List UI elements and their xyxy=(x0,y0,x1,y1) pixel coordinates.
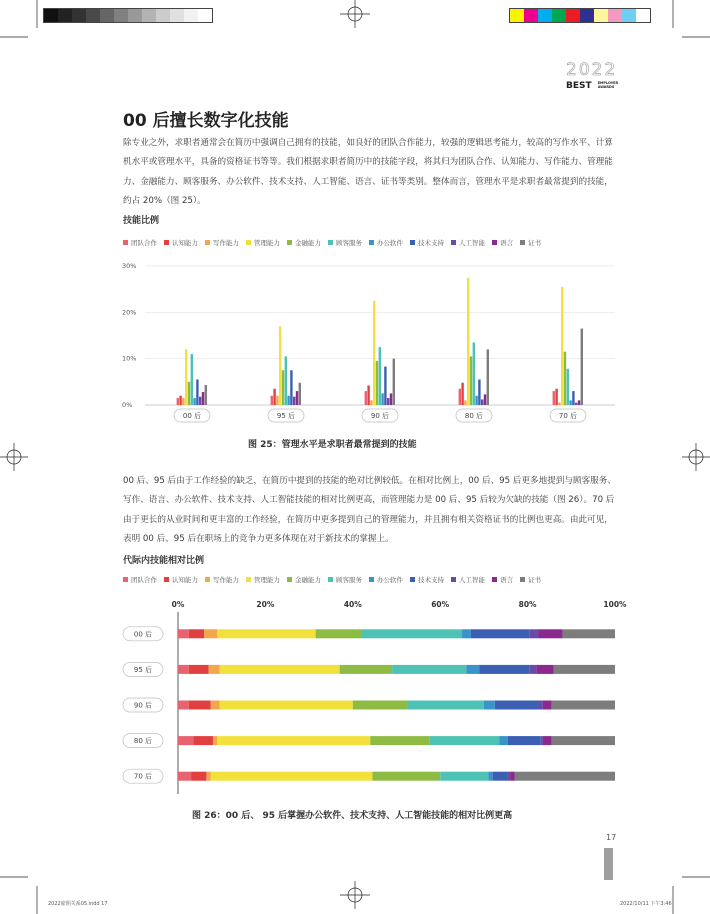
bar-segment xyxy=(178,665,189,674)
bar xyxy=(202,392,204,405)
x-tick-label: 80 后 xyxy=(464,412,484,420)
legend-swatch xyxy=(164,240,169,245)
bar-segment xyxy=(217,629,315,638)
page-title: 00 后擅长数字化技能 xyxy=(123,111,289,131)
legend-swatch xyxy=(205,577,210,582)
bar-segment xyxy=(189,701,211,710)
bar-segment xyxy=(370,736,429,745)
legend-swatch xyxy=(451,577,456,582)
bar-segment xyxy=(536,665,553,674)
legend-item: 证书 xyxy=(520,575,541,584)
legend-item: 证书 xyxy=(520,238,541,247)
bar xyxy=(196,380,198,405)
legend-item: 写作能力 xyxy=(205,238,239,247)
bar xyxy=(467,278,469,405)
bar xyxy=(558,403,560,405)
registration-mark-left xyxy=(7,450,21,464)
chart1-caption: 图 25：管理水平是求职者最常提到的技能 xyxy=(248,440,417,450)
bar xyxy=(188,382,190,405)
bar xyxy=(384,367,386,405)
bar-segment xyxy=(220,701,353,710)
legend-item: 金融能力 xyxy=(287,238,321,247)
legend-item: 人工智能 xyxy=(451,575,485,584)
legend-item: 金融能力 xyxy=(287,575,321,584)
bar xyxy=(367,386,369,405)
legend-item: 语言 xyxy=(492,238,513,247)
x-tick-label: 00 后 xyxy=(182,412,202,420)
y-tick-label: 00 后 xyxy=(133,630,153,639)
bar xyxy=(553,391,555,405)
legend-item: 人工智能 xyxy=(451,238,485,247)
bar-segment xyxy=(510,772,514,781)
bar-segment xyxy=(440,772,488,781)
middle-paragraph: 00 后、95 后由于工作经验的缺乏，在简历中提到的技能的绝对比例较低。在相对比例上，00 后、95 后更多地提到与顾客服务、写作、语言、办公软件、技术支持、人工智能技能的相对比例更高，而管理能力是 00 后、95 后较为欠缺的技能（图 26）。70 后由于更长的从业时间和更丰富的工作经验，在简历中更多提到自己的管理能力，并且拥有相关资格证书的比例也更高。由此可见，表明 00 后、95 后在职场上的竞争力更多体现在对于新技术的掌握上。 xyxy=(123,476,616,544)
bar-segment xyxy=(189,665,209,674)
bar xyxy=(569,400,571,405)
bar-segment xyxy=(493,772,508,781)
bar xyxy=(293,397,295,405)
bar-segment xyxy=(552,701,615,710)
legend-swatch xyxy=(410,577,415,582)
bar-segment xyxy=(407,701,483,710)
bar xyxy=(387,398,389,405)
bar-segment xyxy=(191,772,206,781)
legend-swatch xyxy=(246,240,251,245)
bar xyxy=(470,356,472,405)
x-tick-label: 40% xyxy=(343,600,362,609)
registration-mark-bottom xyxy=(348,888,362,902)
bar xyxy=(564,352,566,405)
legend-swatch xyxy=(410,240,415,245)
legend-swatch xyxy=(520,240,525,245)
bar xyxy=(381,393,383,405)
bar-segment xyxy=(495,701,539,710)
legend-item: 技术支持 xyxy=(410,575,444,584)
bar xyxy=(285,356,287,405)
legend-swatch xyxy=(205,240,210,245)
legend-swatch xyxy=(287,240,292,245)
bar xyxy=(271,396,273,405)
x-tick-label: 0% xyxy=(171,600,185,609)
legend-swatch xyxy=(287,577,292,582)
bar xyxy=(296,391,298,405)
bar xyxy=(182,398,184,405)
legend-swatch xyxy=(123,240,128,245)
footer-date: 2022/10/11 下午3:46 xyxy=(620,901,672,907)
bar-segment xyxy=(539,701,543,710)
bar-segment xyxy=(209,665,220,674)
legend-item: 办公软件 xyxy=(369,238,403,247)
legend-item: 认知能力 xyxy=(164,575,198,584)
bar xyxy=(555,389,557,405)
bar xyxy=(279,326,281,405)
bar-segment xyxy=(316,629,362,638)
x-tick-label: 90 后 xyxy=(370,412,390,420)
y-tick-label: 10% xyxy=(122,354,137,363)
bar-segment xyxy=(543,736,552,745)
bar xyxy=(567,369,569,405)
bar xyxy=(191,354,193,405)
bar-segment xyxy=(552,736,615,745)
y-tick-label: 95 后 xyxy=(133,665,153,674)
bar xyxy=(561,287,563,405)
chart2-svg xyxy=(118,596,638,806)
bar-segment xyxy=(539,629,563,638)
bar-segment xyxy=(189,629,204,638)
bar xyxy=(376,361,378,405)
chart1-svg xyxy=(120,258,620,428)
bar xyxy=(578,400,580,405)
registration-mark-right xyxy=(689,450,703,464)
chart2-heading: 代际内技能相对比例 xyxy=(123,556,205,566)
bar-segment xyxy=(499,736,508,745)
footer-file: 2022雇佣关系05.indd 17 xyxy=(48,901,108,907)
bar xyxy=(290,370,292,405)
bar xyxy=(481,399,483,405)
bar-segment xyxy=(178,629,189,638)
legend-item: 管理能力 xyxy=(246,575,280,584)
bar-segment xyxy=(204,629,217,638)
brand-sub-2: AWARDS xyxy=(597,85,615,89)
brand-logo xyxy=(566,81,618,100)
bar xyxy=(205,385,207,405)
bar-segment xyxy=(178,736,193,745)
x-tick-label: 95 后 xyxy=(276,412,296,420)
bar-segment xyxy=(211,701,220,710)
bar-segment xyxy=(392,665,466,674)
bar-segment xyxy=(508,736,541,745)
bar-segment xyxy=(372,772,440,781)
page-tab xyxy=(604,848,613,880)
bar xyxy=(575,403,577,405)
bar xyxy=(193,398,195,405)
bar xyxy=(484,394,486,405)
bar-segment xyxy=(514,772,615,781)
legend-swatch xyxy=(451,240,456,245)
legend-swatch xyxy=(369,240,374,245)
legend-item: 办公软件 xyxy=(369,575,403,584)
bar xyxy=(282,370,284,405)
bar xyxy=(393,359,395,405)
y-tick-label: 30% xyxy=(122,262,137,270)
bar-segment xyxy=(488,772,492,781)
brand-sub-1: EMPLOYER xyxy=(597,81,619,85)
process-color-bar xyxy=(509,8,651,23)
grayscale-color-bar xyxy=(43,8,213,23)
bar xyxy=(475,396,477,405)
legend-item: 技术支持 xyxy=(410,238,444,247)
bar xyxy=(390,393,392,405)
bar-segment xyxy=(554,665,615,674)
page-number: 17 xyxy=(606,833,617,842)
bar xyxy=(373,301,375,405)
y-tick-label: 70 后 xyxy=(133,772,153,781)
legend-item: 团队合作 xyxy=(123,238,157,247)
chart2-legend xyxy=(123,575,548,584)
legend-item: 语言 xyxy=(492,575,513,584)
bar-segment xyxy=(206,772,210,781)
x-tick-label: 20% xyxy=(256,600,275,609)
chart2-caption: 图 26：00 后、 95 后掌握办公软件、技术支持、人工智能技能的相对比例更高 xyxy=(192,811,513,821)
bar xyxy=(177,398,179,405)
bar-segment xyxy=(213,736,217,745)
bar-segment xyxy=(429,736,499,745)
bar-segment xyxy=(217,736,370,745)
bar-segment xyxy=(484,701,495,710)
legend-swatch xyxy=(164,577,169,582)
bar xyxy=(287,396,289,405)
bar xyxy=(473,342,475,405)
bar-segment xyxy=(220,665,340,674)
legend-item: 顾客服务 xyxy=(328,575,362,584)
legend-swatch xyxy=(369,577,374,582)
bar-segment xyxy=(353,701,408,710)
y-tick-label: 90 后 xyxy=(133,701,153,710)
bar xyxy=(199,397,201,405)
chart1-legend xyxy=(123,238,548,247)
bar-segment xyxy=(563,629,615,638)
x-tick-label: 100% xyxy=(603,600,627,609)
bar xyxy=(273,389,275,405)
x-tick-label: 70 后 xyxy=(558,412,578,420)
bar-segment xyxy=(178,701,189,710)
bar xyxy=(461,383,463,405)
bar xyxy=(299,383,301,405)
bar-segment xyxy=(211,772,373,781)
bar xyxy=(487,349,489,405)
bar xyxy=(370,400,372,405)
brand-word: BEST xyxy=(566,81,592,91)
y-tick-label: 0% xyxy=(122,401,133,409)
bar xyxy=(276,396,278,405)
registration-mark-top xyxy=(348,7,362,21)
y-tick-label: 80 后 xyxy=(133,737,153,746)
bar xyxy=(478,380,480,405)
header-year: 2022 xyxy=(566,60,618,80)
bar xyxy=(581,329,583,405)
intro-paragraph: 除专业之外，求职者通常会在简历中强调自己拥有的技能，如良好的团队合作能力，较强的逻辑思考能力，较高的写作水平、计算机水平或管理水平，具备的资格证书等等。我们根据求职者简历中的技能字段，将其归为团队合作、认知能力、写作能力、管理能力、金融能力、顾客服务、办公软件、技术支持、人工智能、语言、证书等类别。整体而言，管理水平是求职者最常提到的技能，约占 20%（图 25）。 xyxy=(123,138,613,206)
bar xyxy=(179,396,181,405)
bar xyxy=(572,391,574,405)
bar-segment xyxy=(362,629,463,638)
legend-item: 管理能力 xyxy=(246,238,280,247)
bar-segment xyxy=(178,772,191,781)
legend-swatch xyxy=(492,577,497,582)
bar-segment xyxy=(471,629,530,638)
legend-swatch xyxy=(123,577,128,582)
legend-item: 团队合作 xyxy=(123,575,157,584)
bar-segment xyxy=(340,665,392,674)
bar xyxy=(464,400,466,405)
chart1-heading: 技能比例 xyxy=(123,216,160,226)
legend-swatch xyxy=(520,577,525,582)
bar xyxy=(379,347,381,405)
bar-segment xyxy=(193,736,213,745)
legend-swatch xyxy=(492,240,497,245)
bar-segment xyxy=(541,736,543,745)
bar-segment xyxy=(530,629,539,638)
bar xyxy=(365,391,367,405)
legend-item: 顾客服务 xyxy=(328,238,362,247)
bar-segment xyxy=(530,665,537,674)
x-tick-label: 80% xyxy=(518,600,537,609)
bar xyxy=(459,389,461,405)
legend-swatch xyxy=(328,240,333,245)
bar-segment xyxy=(508,772,510,781)
bar-segment xyxy=(480,665,530,674)
bar-segment xyxy=(543,701,552,710)
x-tick-label: 60% xyxy=(431,600,450,609)
bar xyxy=(185,349,187,405)
bar-segment xyxy=(466,665,479,674)
legend-item: 写作能力 xyxy=(205,575,239,584)
legend-swatch xyxy=(246,577,251,582)
y-tick-label: 20% xyxy=(122,308,137,317)
legend-swatch xyxy=(328,577,333,582)
legend-item: 认知能力 xyxy=(164,238,198,247)
bar-segment xyxy=(462,629,471,638)
